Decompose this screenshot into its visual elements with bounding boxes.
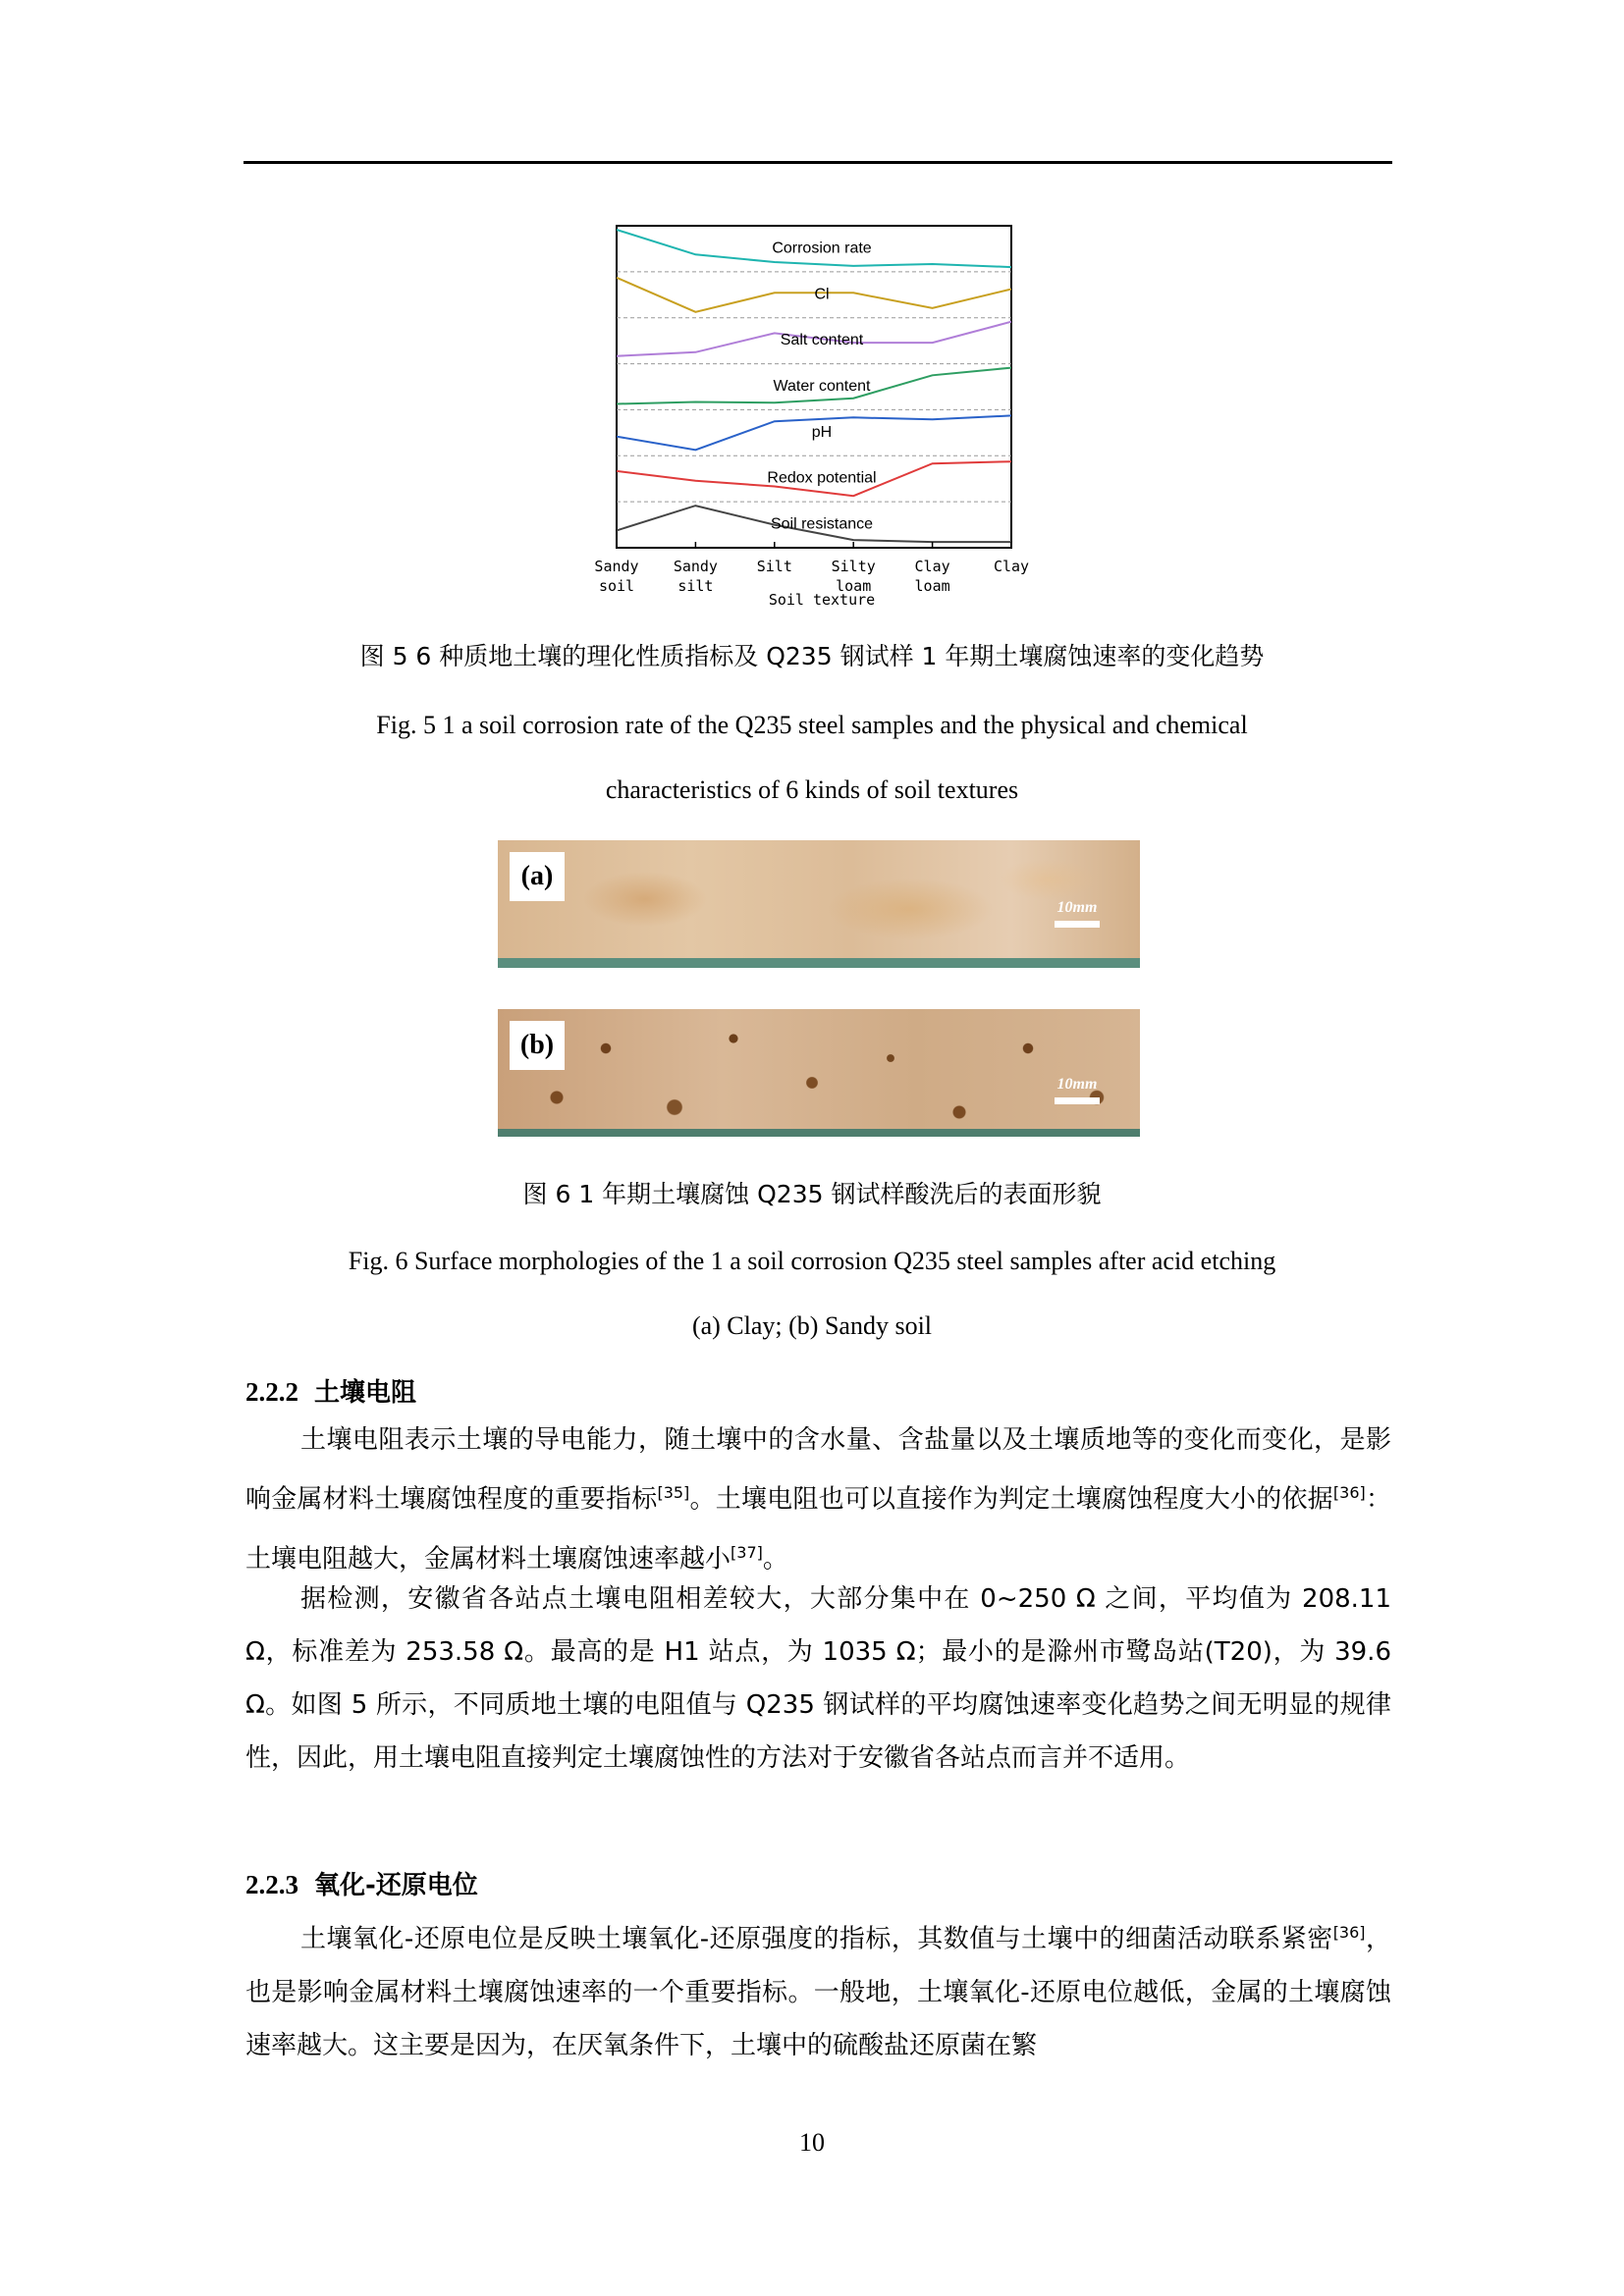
x-tick-label: silt: [677, 577, 714, 595]
citation-37: [37]: [731, 1542, 763, 1562]
x-tick-label: loam: [914, 577, 950, 595]
photo-a-label: (a): [510, 852, 565, 901]
text-run: 土壤电阻表示土壤的导电能力，随土壤中的含水量、含盐量以及土壤质地等的变化而变化，是影响金属材料土壤腐蚀程度的重要指标: [245, 1425, 1391, 1515]
x-tick-label: Sandy: [673, 558, 718, 575]
text-run: 。: [762, 1544, 788, 1575]
series-label: Redox potential: [767, 469, 877, 487]
figure5-caption-en-line2: characteristics of 6 kinds of soil textures: [605, 775, 1019, 804]
section-222-paragraph-2: 据检测，安徽省各站点土壤电阻相差较大，大部分集中在 0~250 Ω 之间，平均值为 208.11 Ω，标准差为 253.58 Ω。最高的是 H1 站点，为 1035 Ω；最小的是滁州市鹭岛站(T20)，为 39.6 Ω。如图 5 所示，不同质地土壤的电阻值与 Q235 钢试样的平均腐蚀速率变化趋势之间无明显的规律性，因此，用土壤电阻直接判定土壤腐蚀性的方法对于安徽省各站点而言并不适用。: [245, 1584, 1391, 1773]
citation-35: [35]: [657, 1483, 690, 1502]
x-tick-label: loam: [836, 577, 872, 595]
section-223-heading: [245, 1867, 478, 1903]
series-label: Water content: [773, 378, 871, 395]
text-run: 。土壤电阻也可以直接作为判定土壤腐蚀程度大小的依据: [689, 1484, 1333, 1515]
series-label: pH: [811, 423, 833, 441]
x-tick-label: Silt: [756, 558, 792, 575]
figure5-caption-cn: 图 5 6 种质地土壤的理化性质指标及 Q235 钢试样 1 年期土壤腐蚀速率的变化趋势: [359, 642, 1265, 670]
figure6-caption-sub: (a) Clay; (b) Sandy soil: [691, 1311, 933, 1340]
series-label: Corrosion rate: [772, 240, 872, 257]
text-run: ：土壤电阻越大，金属材料土壤腐蚀速率越小: [245, 1484, 1391, 1575]
photo-b-scale-bar: 10mm: [1048, 1076, 1107, 1104]
section-223-title: 氧化-还原电位: [314, 1871, 478, 1900]
figure6-caption-cn: 图 6 1 年期土壤腐蚀 Q235 钢试样酸洗后的表面形貌: [522, 1180, 1102, 1208]
x-tick-label: Clay: [993, 558, 1030, 575]
figure6-caption-en: Fig. 6 Surface morphologies of the 1 a soil corrosion Q235 steel samples after acid etching: [348, 1247, 1276, 1275]
photo-a-scale-bar: 10mm: [1048, 899, 1107, 928]
page-number: 10: [799, 2128, 825, 2157]
section-222-title: 土壤电阻: [314, 1378, 417, 1408]
section-222-number: 2.2.2: [245, 1377, 298, 1407]
photo-b-sandy-soil: [498, 1009, 1140, 1137]
section-223-paragraph-1: [245, 1906, 1391, 2072]
text-run: 土壤氧化-还原电位是反映土壤氧化-还原强度的指标，其数值与土壤中的细菌活动联系紧密: [300, 1924, 1333, 1954]
section-222-paragraph-1: [245, 1414, 1391, 1585]
section-222-heading: [245, 1374, 416, 1411]
text-run: ，也是影响金属材料土壤腐蚀速率的一个重要指标。一般地，土壤氧化-还原电位越低，金属的土壤腐蚀速率越大。这主要是因为，在厌氧条件下，土壤中的硫酸盐还原菌在繁: [245, 1924, 1391, 2060]
header-rule: [244, 161, 1392, 164]
citation-36: [36]: [1332, 1923, 1366, 1942]
series-label: Soil resistance: [770, 515, 874, 533]
x-tick-label: Clay: [914, 558, 950, 575]
series-label: Cl: [814, 286, 830, 303]
figure5-chart: [579, 218, 1051, 611]
citation-36: [36]: [1332, 1483, 1366, 1502]
x-tick-label: Sandy: [594, 558, 639, 575]
section-223-number: 2.2.3: [245, 1870, 298, 1899]
series-label: Salt content: [780, 332, 864, 349]
figure5-caption-en-line1: Fig. 5 1 a soil corrosion rate of the Q235 steel samples and the physical and chemical: [376, 711, 1248, 739]
x-tick-label: soil: [598, 577, 635, 595]
photo-a-clay: [498, 840, 1140, 968]
photo-b-label: (b): [510, 1021, 565, 1070]
x-axis-label: Soil texture: [768, 591, 876, 609]
x-tick-label: Silty: [831, 558, 876, 575]
